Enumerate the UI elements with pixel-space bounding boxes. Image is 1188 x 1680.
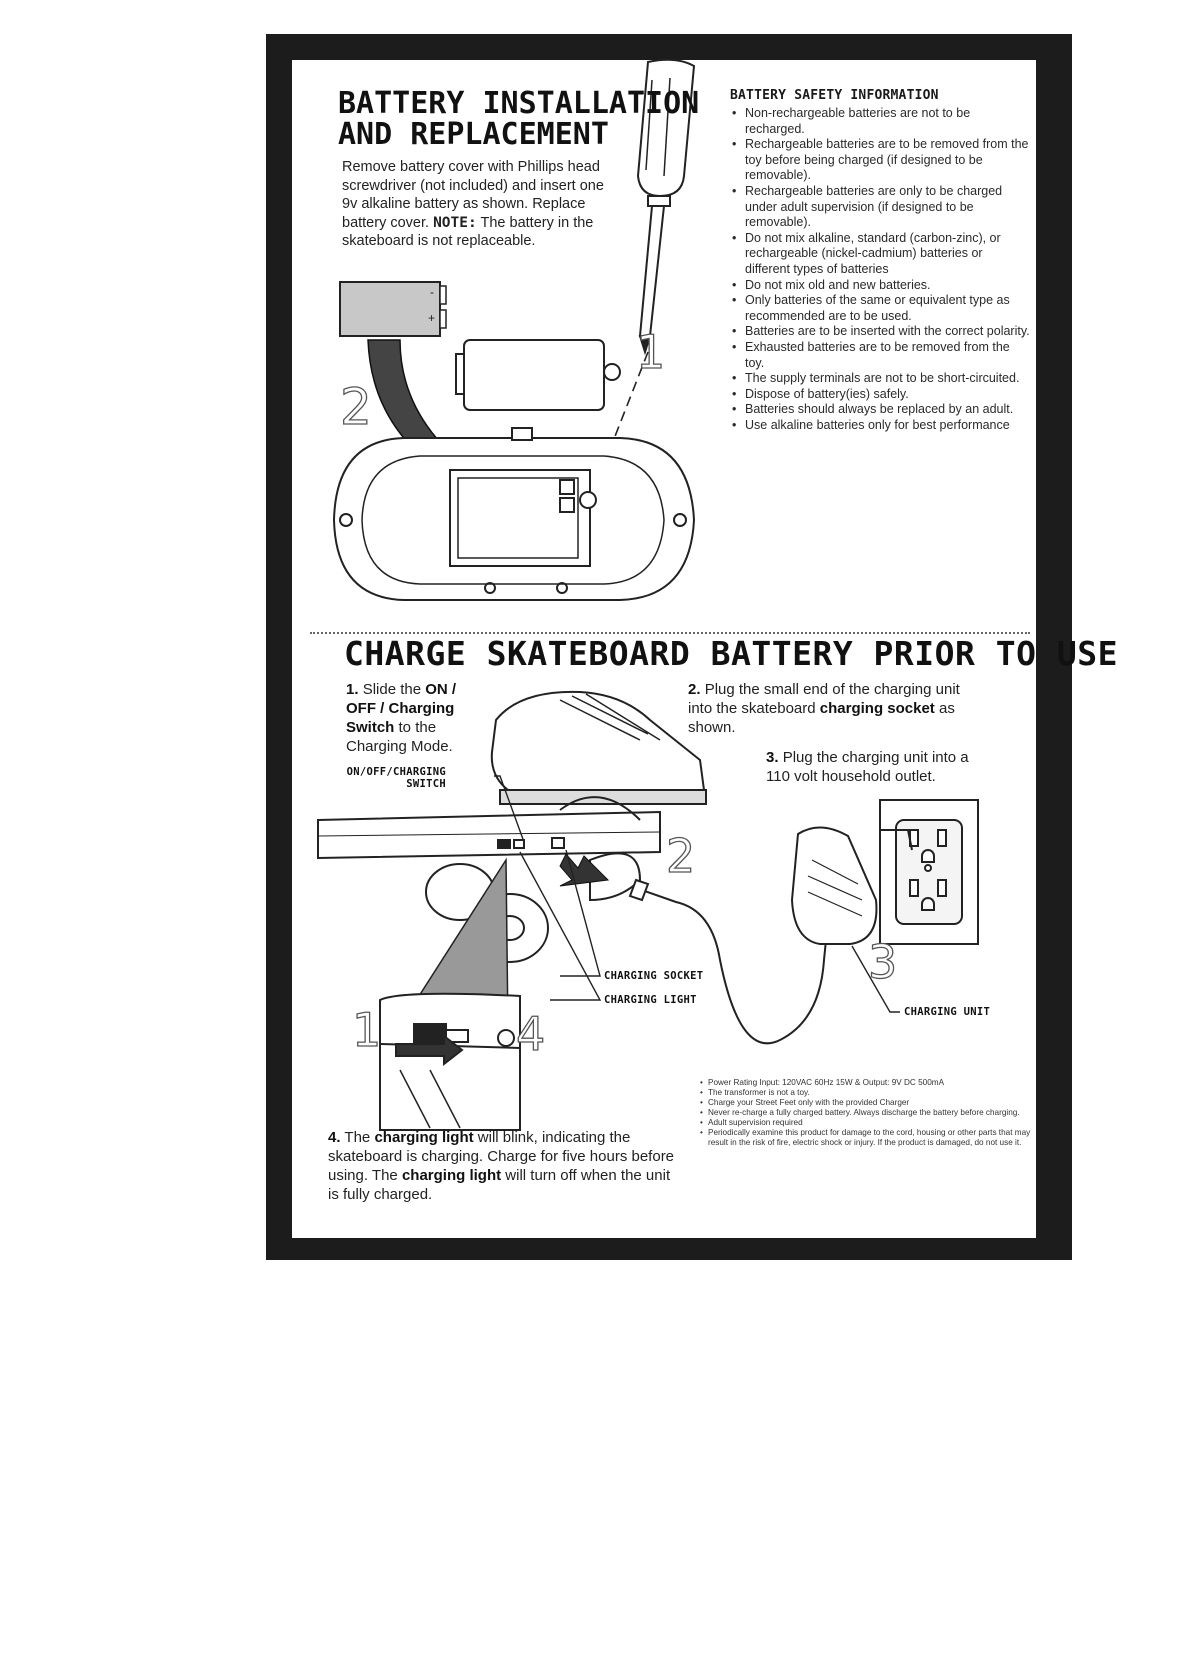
safety-item: • Only batteries of the same or equivalent type as recommended are to be used.: [730, 293, 1030, 324]
battery-cover-illustration: [456, 340, 620, 410]
safety-item: • Exhausted batteries are to be removed from the toy.: [730, 340, 1030, 371]
step-3: 3. Plug the charging unit into a 110 volt household outlet.: [766, 749, 969, 785]
battery-installation-heading: [338, 88, 699, 150]
battery-safety-information: [730, 88, 1030, 433]
fig-number-1: 1: [352, 1003, 382, 1057]
charging-unit-illustration: [792, 827, 876, 944]
power-note: • Adult supervision required: [700, 1118, 1040, 1128]
charge-heading: CHARGE SKATEBOARD BATTERY PRIOR TO USE: [344, 634, 1118, 673]
safety-item: • Dispose of battery(ies) safely.: [730, 387, 1030, 403]
safety-item: • Non-rechargeable batteries are not to be recharged.: [730, 106, 1030, 137]
power-note: • Never re-charge a fully charged battery. Always discharge the battery before charging.: [700, 1108, 1040, 1118]
step-1: 1. Slide the ON / OFF / Charging Switch to the Charging Mode.: [346, 681, 457, 755]
power-note: • Charge your Street Feet only with the provided Charger: [700, 1098, 1040, 1108]
safety-title: BATTERY SAFETY INFORMATION: [730, 88, 939, 103]
safety-item: • Do not mix old and new batteries.: [730, 278, 1030, 294]
fig-number-2-top: 2: [340, 378, 372, 436]
power-note: • The transformer is not a toy.: [700, 1088, 1040, 1098]
power-note: • Periodically examine this product for damage to the cord, housing or other parts that may result in the risk of fire, electric shock or injury. If the product is damaged, do not use it.: [700, 1128, 1040, 1148]
safety-list: [730, 106, 1030, 433]
fig-number-1-top: 1: [636, 325, 666, 379]
safety-item: • Use alkaline batteries only for best performance: [730, 418, 1030, 434]
note-label: NOTE:: [433, 214, 477, 231]
safety-item: • The supply terminals are not to be short-circuited.: [730, 371, 1030, 387]
battery-illustration: [340, 282, 446, 336]
safety-item: • Batteries should always be replaced by an adult.: [730, 402, 1030, 418]
heading-line-1: BATTERY INSTALLATION: [338, 86, 700, 121]
skateboard-bottom-illustration: [334, 428, 694, 600]
switch-zoom-detail: [380, 994, 520, 1130]
power-note: • Power Rating Input: 120VAC 60Hz 15W & Output: 9V DC 500mA: [700, 1078, 1040, 1088]
charging-unit-callout: CHARGING UNIT: [904, 1006, 991, 1018]
charging-socket-callout: CHARGING SOCKET: [604, 970, 704, 982]
safety-item: • Batteries are to be inserted with the correct polarity.: [730, 324, 1030, 340]
charging-light-callout: CHARGING LIGHT: [604, 994, 697, 1006]
fig-number-3: 3: [868, 935, 898, 989]
safety-item: • Do not mix alkaline, standard (carbon-zinc), or rechargeable (nickel-cadmium) batteries or different types of batteries: [730, 231, 1030, 278]
wall-outlet-illustration: [880, 800, 978, 944]
heading-line-2: AND REPLACEMENT: [338, 117, 609, 152]
step-2: 2. Plug the small end of the charging unit into the skateboard charging socket as shown.: [688, 681, 960, 736]
skateboard-side-illustration: [318, 797, 660, 858]
safety-item: • Rechargeable batteries are only to be charged under adult supervision (if designed to be removable).: [730, 184, 1030, 231]
power-rating-notes: [700, 1078, 1040, 1148]
fig-number-4: 4: [516, 1007, 546, 1061]
safety-item: • Rechargeable batteries are to be removed from the toy before being charged (if designed to be removable).: [730, 137, 1030, 184]
battery-instructions: Remove battery cover with Phillips head screwdriver (not included) and insert one 9v alkaline battery as shown. Replace battery cover. NOTE: The battery in the skateboard is not replaceable.: [342, 159, 604, 249]
fig-number-2: 2: [666, 829, 696, 883]
battery-minus-label: -: [430, 285, 434, 299]
shoe-illustration: [492, 692, 706, 804]
switch-callout: ON/OFF/CHARGING SWITCH: [346, 766, 446, 790]
note-text: The battery in the skateboard is not replaceable.: [342, 214, 594, 249]
step-4: 4. The charging light will blink, indicating the skateboard is charging. Charge for five hours before using. The charging light will turn off when the unit is fully charged.: [328, 1129, 675, 1203]
battery-plus-label: +: [428, 311, 436, 325]
